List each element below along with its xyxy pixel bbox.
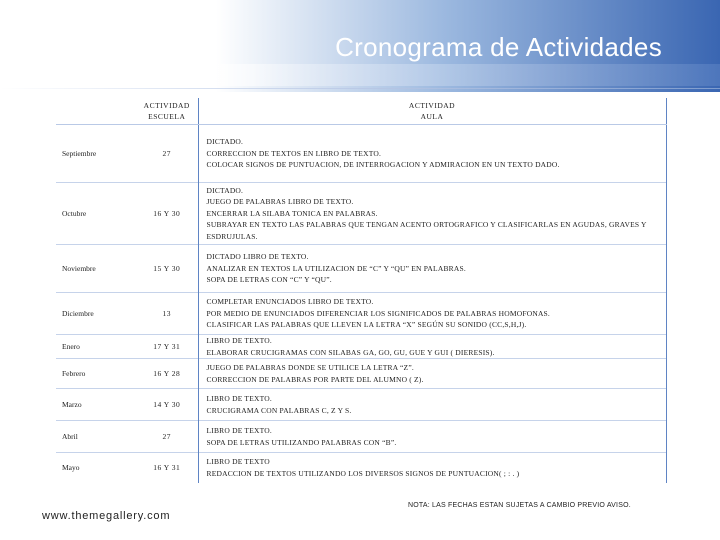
activity-cell (198, 245, 666, 293)
activity-line: COMPLETAR ENUNCIADOS LIBRO DE TEXTO. (206, 297, 374, 307)
table-row (56, 125, 666, 183)
activity-cell (198, 183, 666, 245)
header-band (0, 64, 720, 86)
activity-line: SOPA DE LETRAS UTILIZANDO PALABRAS CON “B”. (206, 437, 397, 447)
dates-cell: 14 Y 30 (136, 389, 198, 421)
month-cell: Enero (56, 335, 136, 359)
month-cell: Noviembre (56, 245, 136, 293)
header-aula-line2: AULA (420, 112, 444, 121)
footer-note: NOTA: LAS FECHAS ESTAN SUJETAS A CAMBIO PREVIO AVISO. (408, 502, 631, 509)
activity-line: JUEGO DE PALABRAS DONDE SE UTILICE LA LETRA “Z”. (206, 363, 414, 372)
dates-cell: 16 Y 31 (136, 453, 198, 483)
activity-line: CRUCIGRAMA CON PALABRAS C, Z Y S. (206, 405, 352, 415)
dates-cell: 27 (136, 421, 198, 453)
activity-line: LIBRO DE TEXTO. (206, 336, 272, 345)
activity-line: REDACCION DE TEXTOS UTILIZANDO LOS DIVERSOS SIGNOS DE PUNTUACION( ; : . ) (206, 468, 520, 478)
header-escuela-line1: ACTIVIDAD (143, 101, 190, 110)
activity-line: CORRECCION DE TEXTOS EN LIBRO DE TEXTO. (206, 148, 382, 158)
activity-line: CLASIFICAR LAS PALABRAS QUE LLEVEN LA LETRA “X” SEGÚN SU SONIDO (CC,S,H,J). (206, 320, 527, 330)
activity-line: DICTADO. (206, 137, 244, 147)
header-escuela-line2: ESCUELA (148, 112, 186, 121)
month-cell: Septiembre (62, 149, 97, 158)
month-cell: Diciembre (56, 293, 136, 335)
table-row (56, 335, 666, 359)
table-header-row (56, 98, 666, 125)
dates-cell: 27 (136, 125, 198, 183)
activity-line: ELABORAR CRUCIGRAMAS CON SILABAS GA, GO, GU, GUE Y GUI ( DIERESIS). (206, 347, 495, 357)
page-title: Cronograma de Actividades (335, 32, 662, 62)
activity-line: CORRECCION DE PALABRAS POR PARTE DEL ALUMNO ( Z). (206, 374, 424, 384)
dates-cell: 15 Y 30 (136, 245, 198, 293)
activity-line: POR MEDIO DE ENUNCIADOS DIFERENCIAR LOS SIGNIFICADOS DE PALABRAS HOMOFONAS. (206, 308, 551, 318)
month-cell: Abril (56, 421, 136, 453)
header-aula-line1: ACTIVIDAD (408, 101, 456, 110)
activity-cell (198, 421, 666, 453)
dates-cell: 17 Y 31 (136, 335, 198, 359)
activity-line: ANALIZAR EN TEXTOS LA UTILIZACION DE “C” Y “QU” EN PALABRAS. (206, 263, 466, 273)
month-cell: Octubre (56, 183, 136, 245)
activity-line: LIBRO DE TEXTO (206, 457, 270, 467)
table-row (56, 359, 666, 389)
activity-cell (198, 125, 666, 183)
activity-line: ENCERRAR LA SILABA TONICA EN PALABRAS. (206, 208, 378, 218)
table-row (56, 183, 666, 245)
header-actividad-aula (198, 98, 666, 125)
activity-line: LIBRO DE TEXTO. (206, 394, 272, 403)
activity-line: SOPA DE LETRAS CON “C” Y “QU”. (206, 275, 332, 285)
schedule-table (56, 98, 667, 483)
activity-line: DICTADO LIBRO DE TEXTO. (206, 252, 309, 262)
dates-cell: 16 Y 28 (136, 359, 198, 389)
dates-cell: 13 (136, 293, 198, 335)
activity-line: JUEGO DE PALABRAS LIBRO DE TEXTO. (206, 197, 354, 207)
activity-cell (198, 389, 666, 421)
activity-line: DICTADO. (206, 185, 244, 195)
month-cell: Marzo (56, 389, 136, 421)
activity-line: SUBRAYAR EN TEXTO LAS PALABRAS QUE TENGAN ACENTO ORTOGRAFICO Y CLASIFICARLAS EN AGUDAS, GRAVES Y (206, 220, 647, 230)
activity-cell (198, 293, 666, 335)
activity-cell (198, 335, 666, 359)
table-row (56, 453, 666, 483)
table-row (56, 245, 666, 293)
activity-line: LIBRO DE TEXTO. (206, 426, 272, 435)
table-row (56, 293, 666, 335)
header-actividad-escuela (136, 98, 198, 125)
dates-cell: 16 Y 30 (136, 183, 198, 245)
footer-url: www.themegallery.com (42, 510, 171, 522)
header-divider (0, 88, 720, 89)
activity-cell (198, 453, 666, 483)
activity-cell (198, 359, 666, 389)
table-row (56, 389, 666, 421)
activity-line: COLOCAR SIGNOS DE PUNTUACION, DE INTERROGACION Y ADMIRACION EN UN TEXTO DADO. (206, 160, 560, 170)
month-cell: Mayo (56, 453, 136, 483)
table-row (56, 421, 666, 453)
month-cell: Febrero (56, 359, 136, 389)
activity-line: ESDRUJULAS. (206, 231, 258, 241)
header-month (56, 98, 136, 125)
